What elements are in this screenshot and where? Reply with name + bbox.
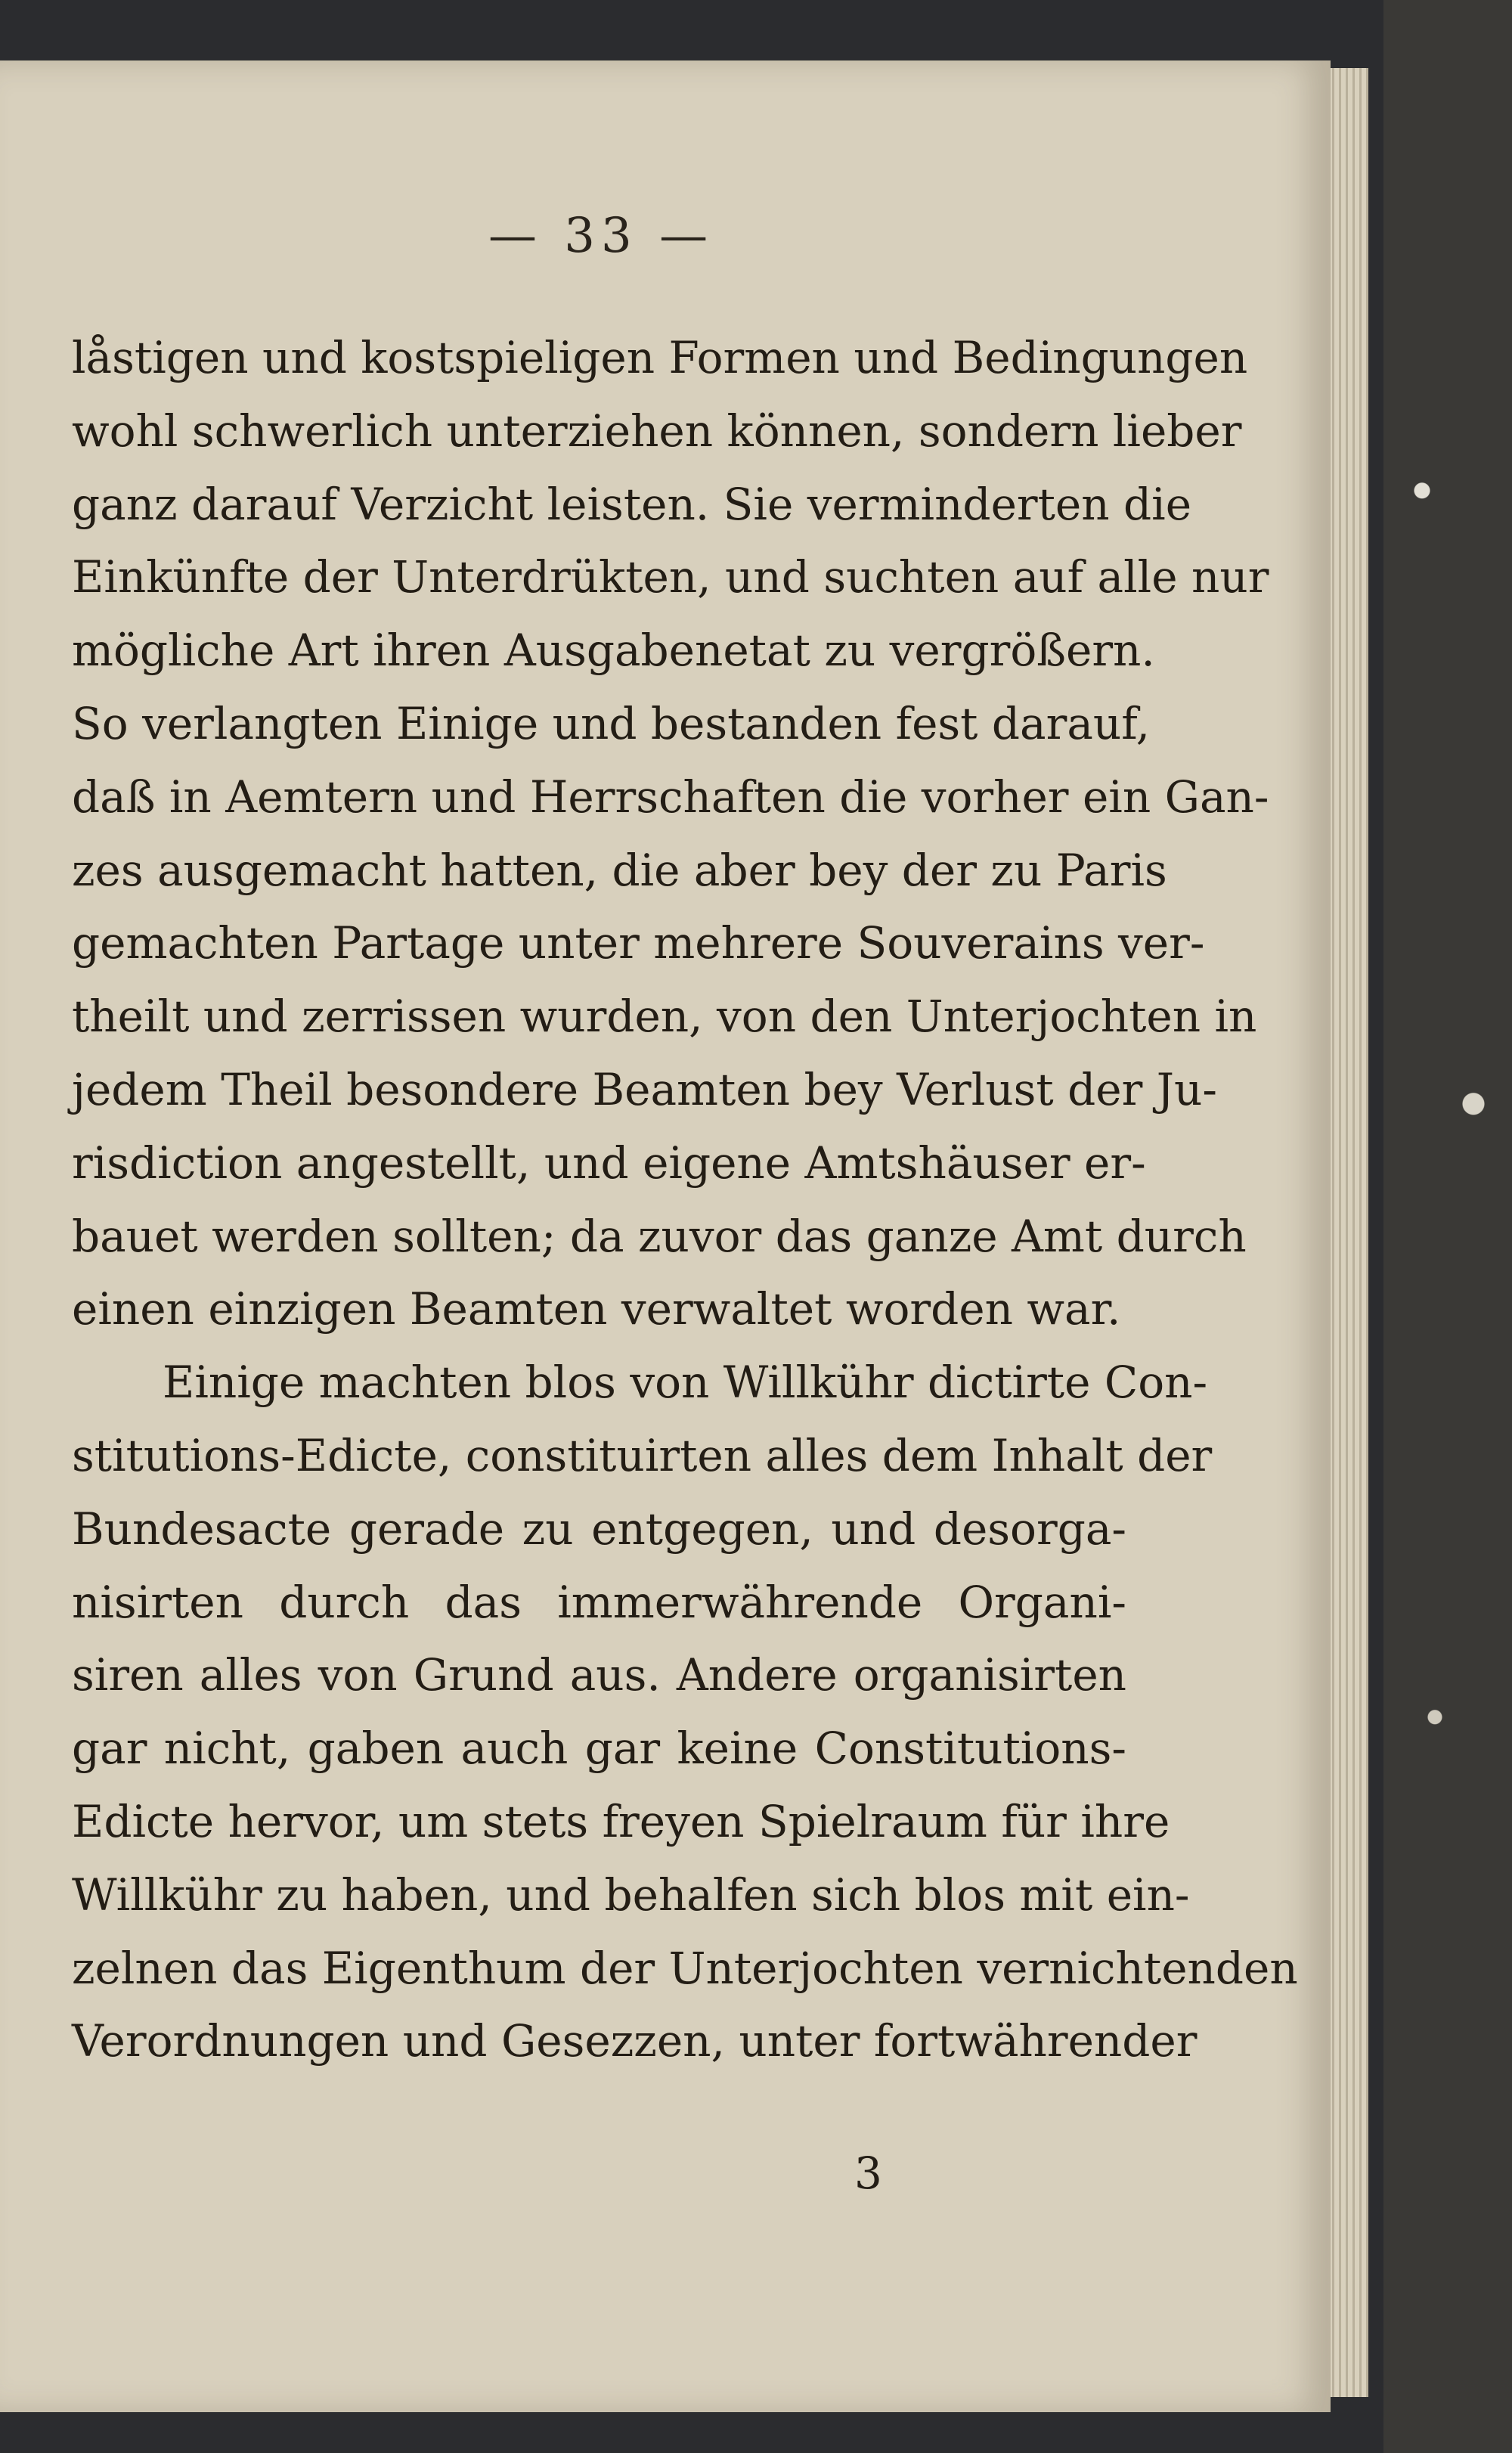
text-line: Verordnungen und Gesezzen, unter fortwährender (72, 2015, 1198, 2067)
text-line: låstigen und kostspieligen Formen und Bedingungen (72, 332, 1248, 383)
text-line: risdiction angestellt, und eigene Amtshäuser er- (72, 1137, 1146, 1189)
text-line: Edicte hervor, um stets freyen Spielraum für ihre (72, 1795, 1170, 1847)
book-cover-edge (1383, 0, 1512, 2453)
page-number-header: — 33 — (488, 208, 714, 264)
book-page (0, 60, 1331, 2412)
text-line: bauet werden sollten; da zuvor das ganze Amt durch (72, 1210, 1247, 1262)
text-line: siren alles von Grund aus. Andere organisirten (72, 1649, 1126, 1701)
text-line: wohl schwerlich unterziehen können, sondern lieber (72, 405, 1242, 457)
text-line: zes ausgemacht hatten, die aber bey der zu Paris (72, 844, 1167, 896)
text-line: mögliche Art ihren Ausgabenetat zu vergrößern. (72, 625, 1155, 677)
text-line: einen einzigen Beamten verwaltet worden war. (72, 1283, 1121, 1335)
text-line: nisirten durch das immerwährende Organi- (72, 1576, 1126, 1628)
text-line: jedem Theil besondere Beamten bey Verlust der Ju- (72, 1063, 1217, 1115)
text-line: Einkünfte der Unterdrükten, und suchten auf alle nur (72, 551, 1269, 603)
signature-mark: 3 (854, 2148, 882, 2199)
text-line: daß in Aemtern und Herrschaften die vorher ein Gan- (72, 771, 1269, 823)
text-line: gemachten Partage unter mehrere Souverains ver- (72, 917, 1205, 969)
text-line: So verlangten Einige und bestanden fest darauf, (72, 697, 1151, 749)
text-line: Bundesacte gerade zu entgegen, und desorga- (72, 1503, 1126, 1555)
text-line: stitutions-Edicte, constituirten alles dem Inhalt der (72, 1429, 1213, 1481)
text-line: gar nicht, gaben auch gar keine Constitutions- (72, 1723, 1126, 1775)
text-line: theilt und zerrissen wurden, von den Unterjochten in (72, 991, 1257, 1043)
text-line: ganz darauf Verzicht leisten. Sie verminderten die (72, 478, 1192, 530)
text-line: Willkühr zu haben, und behalfen sich blos mit ein- (72, 1868, 1190, 1921)
body-text (72, 321, 1298, 2078)
text-line: Einige machten blos von Willkühr dictirte Con- (163, 1357, 1208, 1409)
text-line: zelnen das Eigenthum der Unterjochten vernichtenden (72, 1942, 1298, 1994)
